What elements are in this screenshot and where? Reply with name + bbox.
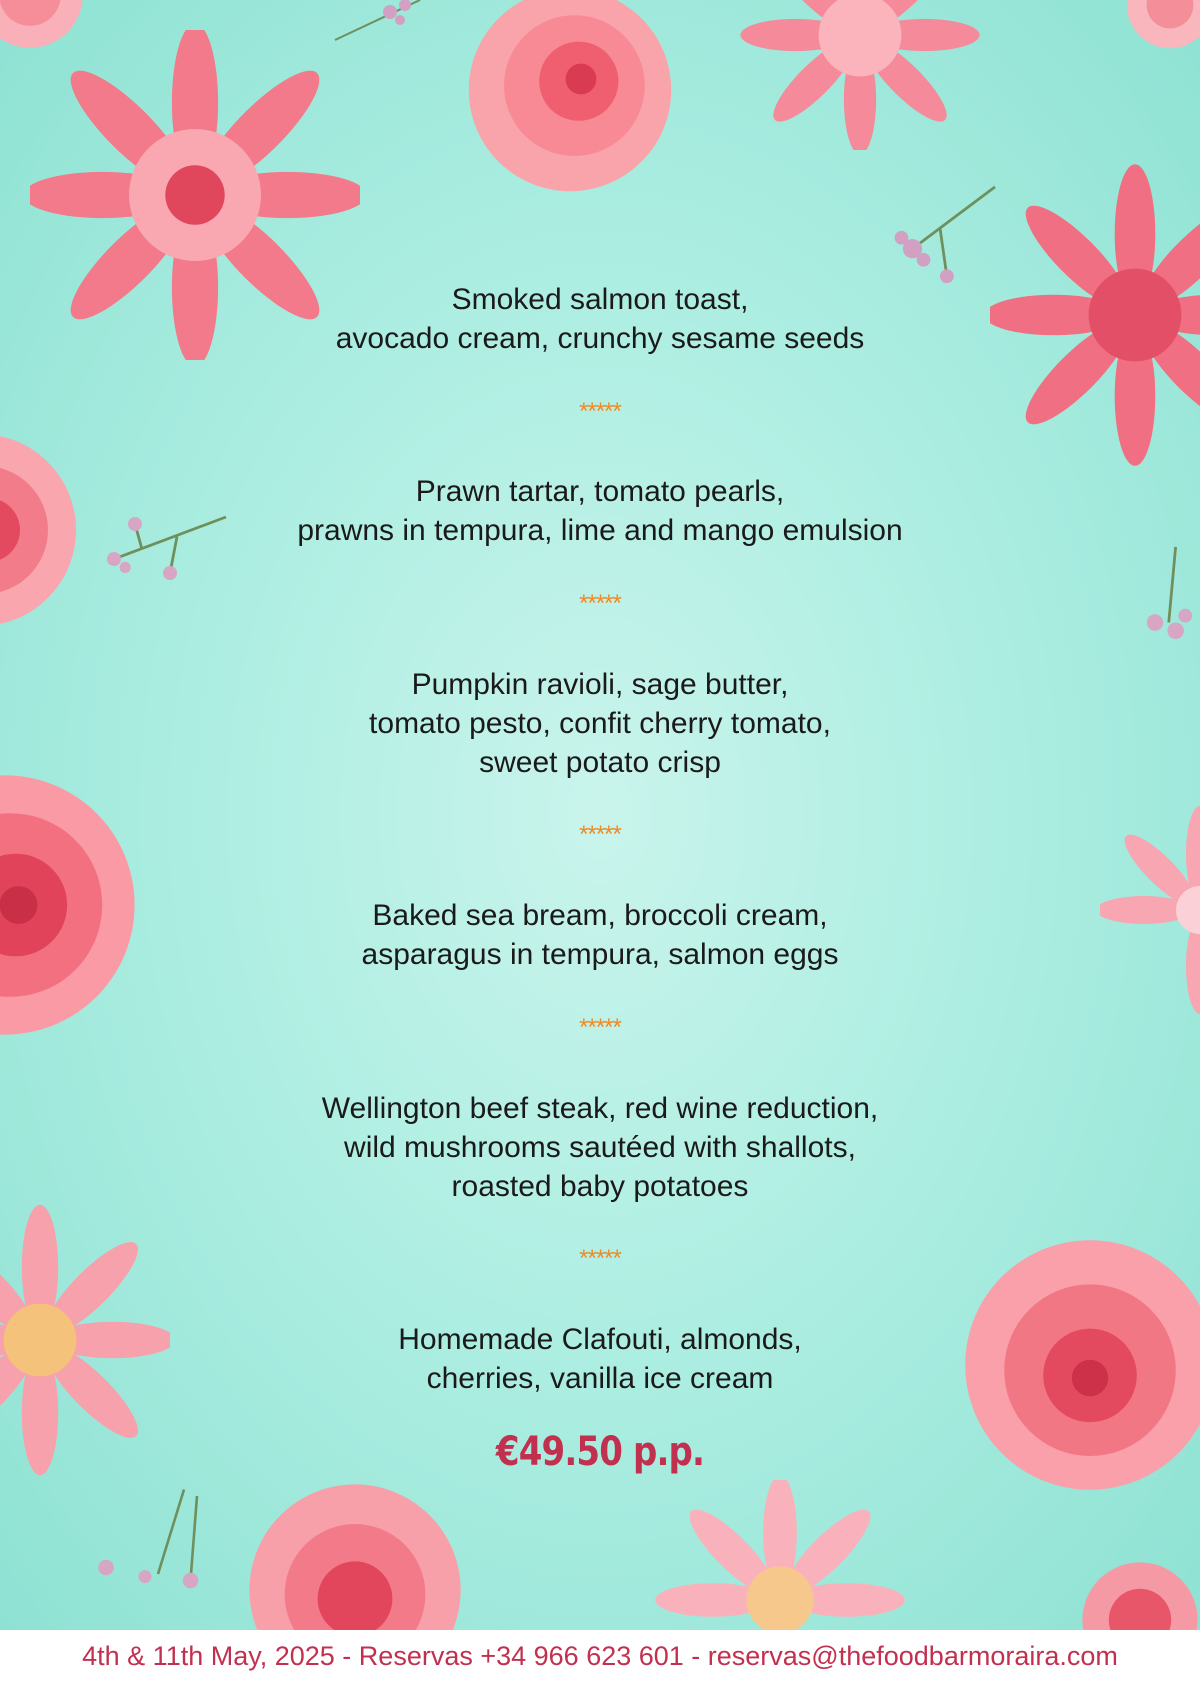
dish-line: Wellington beef steak, red wine reduction, — [321, 1092, 879, 1125]
dish-line: prawns in tempura, lime and mango emulsion — [297, 514, 903, 547]
dish-line: Baked sea bream, broccoli cream, — [372, 899, 828, 932]
footer-info: 4th & 11th May, 2025 - Reservas +34 966 623 601 - reservas@thefoodbarmoraira.com — [0, 1630, 1200, 1683]
dish-1 — [240, 280, 960, 358]
separator-stars: ***** — [579, 1245, 621, 1272]
dish-line: Smoked salmon toast, — [451, 283, 749, 316]
price-per-person: €49.50 p.p. — [495, 1429, 705, 1475]
dish-line: asparagus in tempura, salmon eggs — [361, 938, 839, 971]
dish-line: sweet potato crisp — [479, 746, 721, 779]
dish-line: Prawn tartar, tomato pearls, — [415, 475, 785, 508]
separator-stars: ***** — [579, 821, 621, 848]
dish-line: tomato pesto, confit cherry tomato, — [369, 707, 831, 740]
separator-stars: ***** — [579, 1014, 621, 1041]
dish-line: wild mushrooms sautéed with shallots, — [344, 1131, 856, 1164]
dish-line: cherries, vanilla ice cream — [426, 1362, 774, 1395]
dish-line: Homemade Clafouti, almonds, — [398, 1323, 802, 1356]
dish-line: avocado cream, crunchy sesame seeds — [335, 322, 865, 355]
dish-3 — [240, 665, 960, 782]
separator-stars: ***** — [579, 590, 621, 617]
dish-5 — [240, 1089, 960, 1206]
dish-line: Pumpkin ravioli, sage butter, — [411, 668, 789, 701]
dish-line: roasted baby potatoes — [451, 1170, 749, 1203]
dish-6 — [240, 1320, 960, 1398]
dish-4 — [240, 896, 960, 974]
separator-stars: ***** — [579, 398, 621, 425]
dish-2 — [240, 472, 960, 550]
